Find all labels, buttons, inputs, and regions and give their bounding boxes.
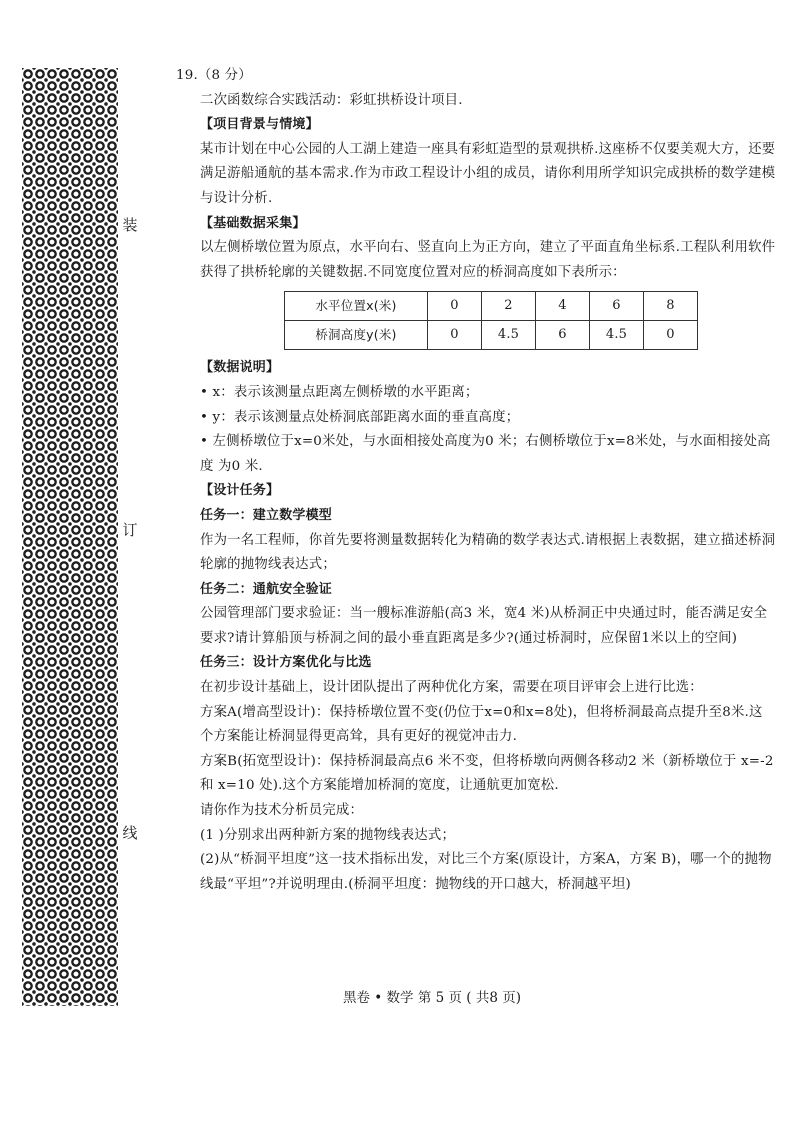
explain-item-y: • y：表示该测量点处桥洞底部距离水面的垂直高度； xyxy=(200,409,520,425)
question-content xyxy=(176,64,776,897)
ask-text: 请你作为技术分析员完成： xyxy=(200,803,364,819)
background-text: 某市计划在中心公园的人工湖上建造一座具有彩虹造型的景观拱桥.这座桥不仅要美观大方，还要满足游船通航的基本需求.作为市政工程设计小组的成员，请你利用所学知识完成拱桥的数学建模与设计分析. xyxy=(200,141,776,206)
task3-title: 任务三：设计方案优化与比选 xyxy=(200,655,372,671)
data-text: 以左侧桥墩位置为原点，水平向右、竖直向上为正方向，建立了平面直角坐标系.工程队利用软件获得了拱桥轮廓的关键数据.不同宽度位置对应的桥洞高度如下表所示： xyxy=(200,240,776,280)
tasks-heading: 【设计任务】 xyxy=(200,483,280,499)
table-row xyxy=(285,321,698,350)
question-topic: 二次函数综合实践活动：彩虹拱桥设计项目. xyxy=(200,92,463,108)
table-cell: 0 xyxy=(428,292,482,321)
task2-text: 公园管理部门要求验证：当一艘标准游船(高3 米，宽4 米)从桥洞正中央通过时，能否满足安全要求?请计算船顶与桥洞之间的最小垂直距离是多少?(通过桥洞时，应保留1米以上的空间) xyxy=(200,606,768,646)
table-cell: 6 xyxy=(590,292,644,321)
sub-question-2: (2)从“桥洞平坦度”这一技术指标出发，对比三个方案(原设计，方案A，方案 B)，哪一个的抛物线最“平坦”?并说明理由.(桥洞平坦度：抛物线的开口越大，桥洞越平坦) xyxy=(200,852,772,892)
task2-title: 任务二：通航安全验证 xyxy=(200,581,333,597)
table-cell: 2 xyxy=(482,292,536,321)
page-footer: 黑卷 • 数学 第 5 页 ( 共8 页) xyxy=(342,990,521,1006)
table-cell: 4.5 xyxy=(590,321,644,350)
table-cell: 4.5 xyxy=(482,321,536,350)
table-cell: 0 xyxy=(644,321,698,350)
task1-text: 作为一名工程师，你首先要将测量数据转化为精确的数学表达式.请根据上表数据，建立描述桥洞轮廓的抛物线表达式； xyxy=(200,532,776,573)
table-row xyxy=(285,292,698,321)
plan-b-text: 方案B(拓宽型设计)：保持桥洞最高点6 米不变，但将桥墩向两侧各移动2 米（新桥墩位于 x=-2 和 x=10 处).这个方案能增加桥洞的宽度，让通航更加宽松. xyxy=(200,753,774,794)
binding-mark-ding: 订 xyxy=(118,515,142,545)
data-heading: 【基础数据采集】 xyxy=(200,215,306,231)
binding-mark-zhuang: 装 xyxy=(118,210,142,240)
binding-mark-xian: 线 xyxy=(118,818,142,848)
table-header-y: 桥洞高度y(米) xyxy=(285,321,428,350)
explain-item-piers: • 左侧桥墩位于x=0米处，与水面相接处高度为0 米；右侧桥墩位于x=8米处，与水面相接处高 度 为0 米. xyxy=(200,434,771,474)
bridge-data-table xyxy=(284,291,698,350)
plan-a-text: 方案A(增高型设计)：保持桥墩位置不变(仍位于x=0和x=8处)，但将桥洞最高点提升至8米.这个方案能让桥洞显得更高耸，具有更好的视觉冲击力. xyxy=(200,704,763,745)
table-cell: 4 xyxy=(536,292,590,321)
table-cell: 8 xyxy=(644,292,698,321)
background-heading: 【项目背景与情境】 xyxy=(200,117,319,133)
sub-question-1: (1 )分别求出两种新方案的抛物线表达式； xyxy=(200,827,456,843)
task1-title: 任务一：建立数学模型 xyxy=(200,507,333,523)
table-header-x: 水平位置x(米) xyxy=(285,292,428,321)
task3-intro: 在初步设计基础上，设计团队提出了两种优化方案，需要在项目评审会上进行比选： xyxy=(200,680,703,696)
explain-item-x: • x：表示该测量点距离左侧桥墩的水平距离； xyxy=(200,384,479,400)
table-cell: 6 xyxy=(536,321,590,350)
question-number: 19.（8 分） xyxy=(176,68,252,83)
table-cell: 0 xyxy=(428,321,482,350)
explain-heading: 【数据说明】 xyxy=(200,360,280,376)
binding-strip-pattern xyxy=(22,68,118,1006)
